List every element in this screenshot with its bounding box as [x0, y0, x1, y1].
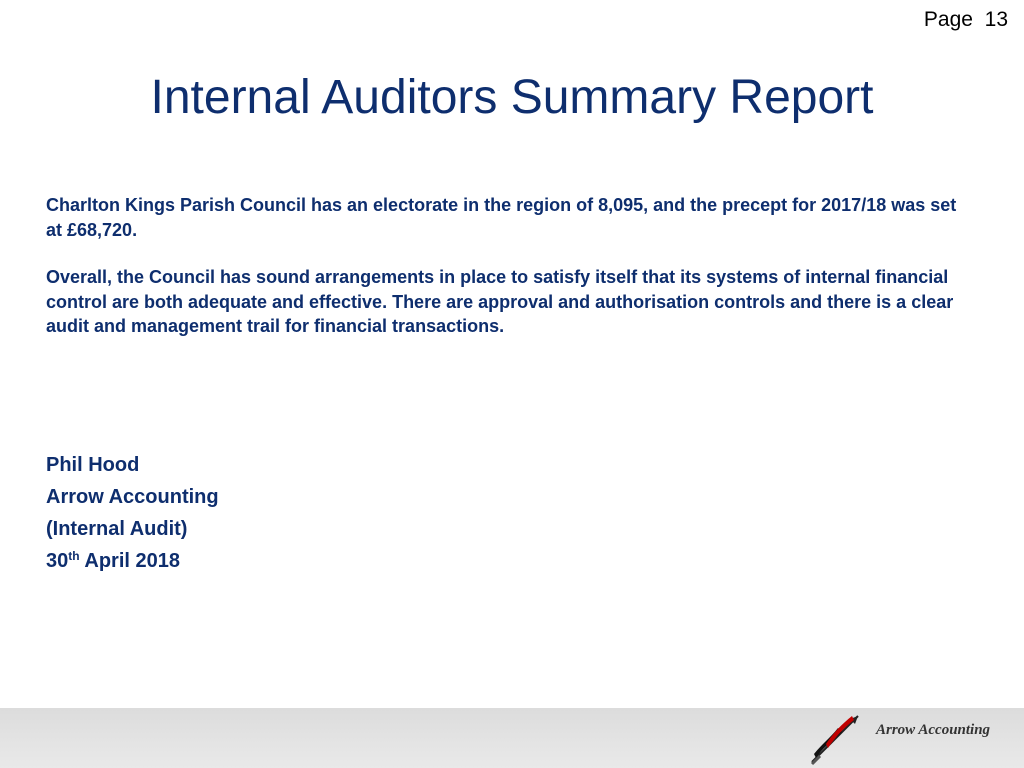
- report-date-suffix: th: [68, 549, 80, 563]
- auditor-name: Phil Hood: [46, 454, 140, 476]
- report-date-rest: April 2018: [79, 550, 180, 572]
- footer-logo-text: Arrow Accounting: [876, 722, 991, 738]
- signature-block: [46, 449, 219, 577]
- auditor-company: Arrow Accounting: [46, 486, 219, 508]
- report-date-day: 30: [46, 550, 69, 572]
- page-label: Page: [923, 8, 973, 31]
- conclusion-paragraph: Overall, the Council has sound arrangements in place to satisfy itself that its systems of internal financial control are both adequate and effective. There are approval and authorisation controls and there is a clear audit and management trail for financial transactions.: [46, 267, 954, 336]
- report-date: [46, 545, 219, 577]
- auditor-department: (Internal Audit): [46, 518, 188, 540]
- report-body: [46, 193, 976, 362]
- slide-title: Internal Auditors Summary Report: [150, 71, 874, 124]
- page-number-value: 13: [984, 8, 1008, 31]
- electorate-paragraph: Charlton Kings Parish Council has an electorate in the region of 8,095, and the precept for 2017/18 was set at £68,720.: [46, 195, 957, 240]
- page-number: [924, 8, 1008, 32]
